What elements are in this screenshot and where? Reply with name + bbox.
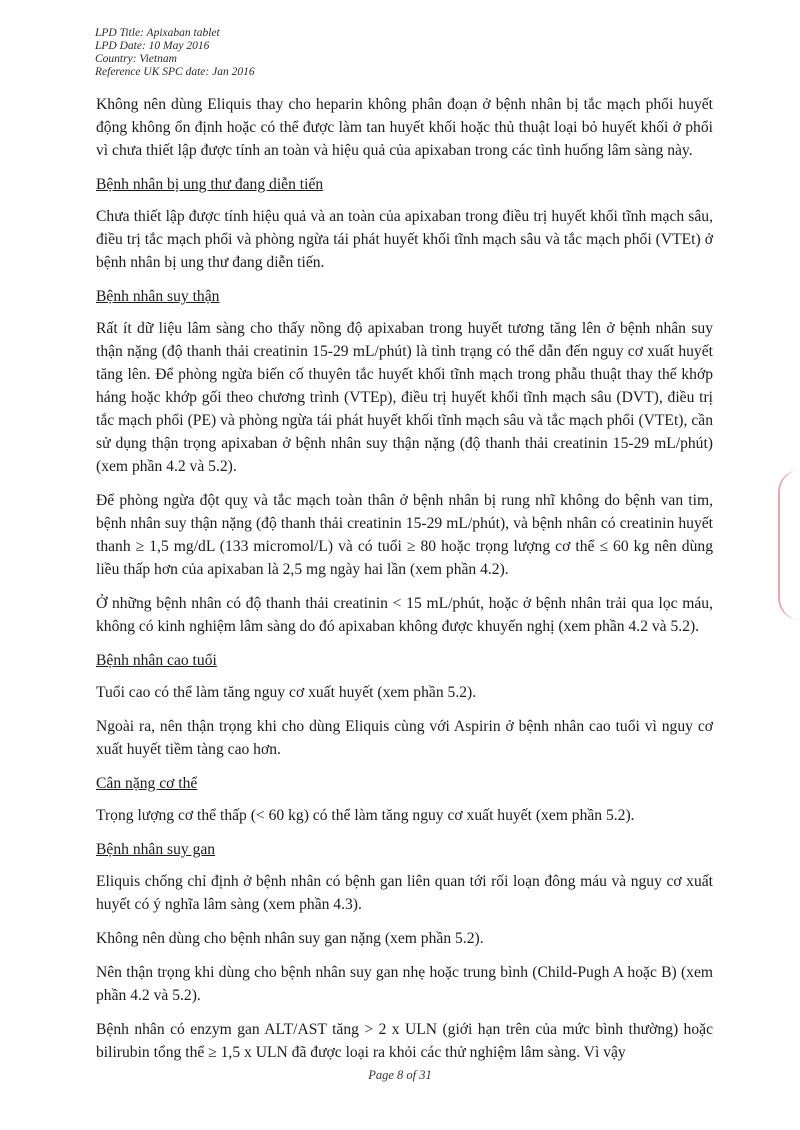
section-heading: Cân nặng cơ thể — [96, 775, 198, 792]
paragraph: Bệnh nhân có enzym gan ALT/AST tăng > 2 x ULN (giới hạn trên của mức bình thường) hoặc bilirubin tổng thể ≥ 1,5 x ULN đã được loại ra khỏi các thử nghiệm lâm sàng. Vì vậy — [96, 1021, 713, 1061]
paragraph: Rất ít dữ liệu lâm sàng cho thấy nồng độ apixaban trong huyết tương tăng lên ở bệnh nhân suy thận nặng (độ thanh thải creatinin 15-29 mL/phút) là tình trạng có thể dẫn đến nguy cơ xuất huyết tăng lên. Để phòng ngừa biến cố thuyên tắc huyết khối tĩnh mạch trong phẫu thuật thay thế khớp háng hoặc khớp gối theo chương trình (VTEp), điều trị huyết khối tĩnh mạch sâu (DVT), điều trị tắc mạch phổi (PE) và phòng ngừa tái phát huyết khối tĩnh mạch sâu và tắc mạch phổi (VTEt), cần sử dụng thận trọng apixaban ở bệnh nhân suy thận nặng (độ thanh thải creatinin 15-29 mL/phút) (xem phần 4.2 và 5.2). — [96, 320, 713, 475]
page-number: Page 8 of 31 — [368, 1068, 432, 1082]
document-body — [96, 93, 713, 1075]
paragraph: Ngoài ra, nên thận trọng khi cho dùng Eliquis cùng với Aspirin ở bệnh nhân cao tuổi vì nguy cơ xuất huyết tiềm tàng cao hơn. — [96, 718, 713, 758]
header-line: LPD Date: 10 May 2016 — [95, 40, 210, 52]
paragraph: Để phòng ngừa đột quỵ và tắc mạch toàn thân ở bệnh nhân bị rung nhĩ không do bệnh van tim, bệnh nhân suy thận nặng (độ thanh thải creatinin 15-29 mL/phút), và bệnh nhân có creatinin huyết thanh ≥ 1,5 mg/dL (133 micromol/L) và có tuổi ≥ 80 hoặc trọng lượng cơ thể ≤ 60 kg nên dùng liều thấp hơn của apixaban là 2,5 mg ngày hai lần (xem phần 4.2). — [96, 492, 713, 578]
stamp-edge-mark — [778, 470, 800, 620]
paragraph: Nên thận trọng khi dùng cho bệnh nhân suy gan nhẹ hoặc trung bình (Child-Pugh A hoặc B) (xem phần 4.2 và 5.2). — [96, 964, 713, 1004]
paragraph: Chưa thiết lập được tính hiệu quả và an toàn của apixaban trong điều trị huyết khối tĩnh mạch sâu, điều trị tắc mạch phổi và phòng ngừa tái phát huyết khối tĩnh mạch sâu và tắc mạch phổi (VTEt) ở bệnh nhân bị ung thư đang diễn tiến. — [96, 208, 713, 271]
document-header — [95, 27, 255, 79]
header-line: Country: Vietnam — [95, 53, 177, 65]
paragraph: Eliquis chống chỉ định ở bệnh nhân có bệnh gan liên quan tới rối loạn đông máu và nguy cơ xuất huyết có ý nghĩa lâm sàng (xem phần 4.3). — [96, 873, 713, 913]
section-heading: Bệnh nhân bị ung thư đang diễn tiến — [96, 176, 324, 193]
paragraph: Tuổi cao có thể làm tăng nguy cơ xuất huyết (xem phần 5.2). — [96, 684, 477, 701]
header-line: LPD Title: Apixaban tablet — [95, 27, 220, 39]
section-heading: Bệnh nhân suy gan — [96, 841, 216, 858]
paragraph: Không nên dùng Eliquis thay cho heparin không phân đoạn ở bệnh nhân bị tắc mạch phổi huyết động không ổn định hoặc có thể được làm tan huyết khối hoặc thủ thuật loại bỏ huyết khối ở phổi vì chưa thiết lập được tính an toàn và hiệu quả của apixaban trong các tình huống lâm sàng này. — [96, 96, 713, 159]
paragraph: Không nên dùng cho bệnh nhân suy gan nặng (xem phần 5.2). — [96, 930, 484, 947]
paragraph: Trọng lượng cơ thể thấp (< 60 kg) có thể làm tăng nguy cơ xuất huyết (xem phần 5.2). — [96, 807, 635, 824]
section-heading: Bệnh nhân cao tuổi — [96, 652, 217, 669]
section-heading: Bệnh nhân suy thận — [96, 288, 220, 305]
paragraph: Ở những bệnh nhân có độ thanh thải creatinin < 15 mL/phút, hoặc ở bệnh nhân trải qua lọc máu, không có kinh nghiệm lâm sàng do đó apixaban không được khuyến nghị (xem phần 4.2 và 5.2). — [96, 595, 713, 635]
header-line: Reference UK SPC date: Jan 2016 — [95, 66, 255, 78]
